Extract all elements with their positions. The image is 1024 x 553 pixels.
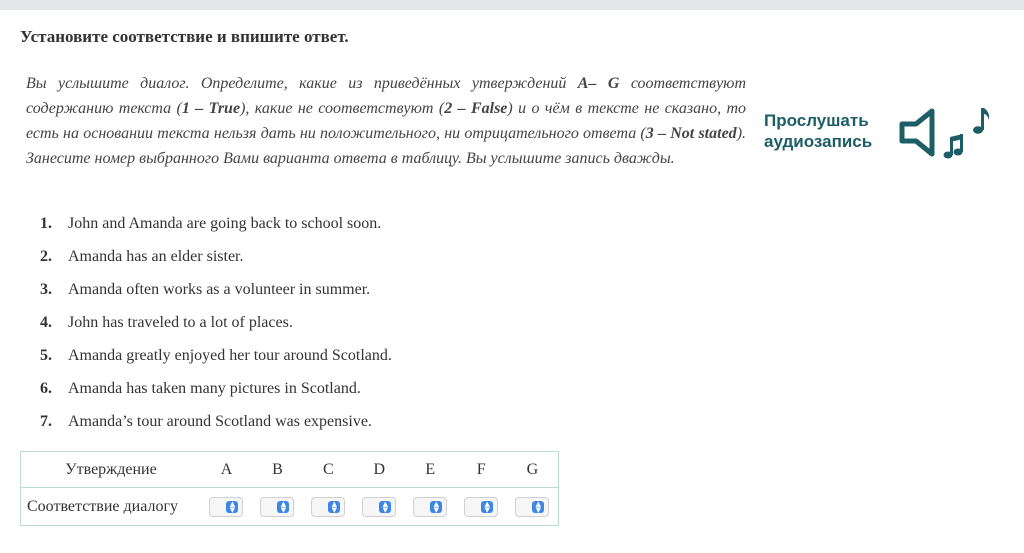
statement-number: 1. xyxy=(40,215,52,232)
column-header-e: E xyxy=(405,452,456,488)
instructions-option-3: 3 – Not stated xyxy=(645,125,737,142)
answer-select-b[interactable] xyxy=(260,497,294,517)
statement-number: 3. xyxy=(40,281,52,298)
answer-select-g[interactable] xyxy=(515,497,549,517)
statement-text: Amanda has an elder sister. xyxy=(68,248,244,265)
statement-text: Amanda greatly enjoyed her tour around Scotland. xyxy=(68,347,392,364)
instructions-text-2: соответствуют содержанию текста ( xyxy=(26,75,747,117)
statement-item xyxy=(40,273,392,306)
play-audio-button[interactable] xyxy=(762,106,1002,166)
select-chevron-icon: ▲ ▼ xyxy=(328,501,340,513)
select-chevron-icon: ▲ ▼ xyxy=(226,501,238,513)
column-header-b: B xyxy=(252,452,303,488)
instructions-text-4: ) и о чём в тексте не сказано, то есть на основании текста нельзя дать ни положительного, ни отрицательного ответа ( xyxy=(26,100,747,142)
answer-cell-a xyxy=(201,488,252,526)
column-header-c: C xyxy=(303,452,354,488)
instructions-text-3: ), какие не соответствуют ( xyxy=(240,100,445,117)
select-chevron-icon: ▲ ▼ xyxy=(379,501,391,513)
select-chevron-icon: ▲ ▼ xyxy=(277,501,289,513)
answer-table-select-row xyxy=(21,488,559,526)
select-chevron-icon: ▲ ▼ xyxy=(532,501,544,513)
answer-table-header-label: Утверждение xyxy=(21,452,202,488)
answer-select-f[interactable] xyxy=(464,497,498,517)
answer-select-c[interactable] xyxy=(311,497,345,517)
statement-item xyxy=(40,306,392,339)
statement-number: 6. xyxy=(40,380,52,397)
statement-text: John has traveled to a lot of places. xyxy=(68,314,293,331)
instructions-text-1: Вы услышите диалог. Определите, какие из приведённых утверждений xyxy=(26,75,578,92)
statement-text: Amanda has taken many pictures in Scotland. xyxy=(68,380,361,397)
column-header-d: D xyxy=(354,452,405,488)
top-bar xyxy=(0,0,1024,10)
select-chevron-icon: ▲ ▼ xyxy=(430,501,442,513)
answer-table xyxy=(20,451,559,526)
statement-item xyxy=(40,405,392,438)
answer-cell-b xyxy=(252,488,303,526)
statement-text: John and Amanda are going back to school soon. xyxy=(68,215,382,232)
answer-cell-e xyxy=(405,488,456,526)
task-instructions xyxy=(26,71,746,171)
statement-number: 4. xyxy=(40,314,52,331)
task-title: Установите соответствие и впишите ответ. xyxy=(20,27,349,46)
instructions-range: A– G xyxy=(577,75,620,92)
statement-text: Amanda’s tour around Scotland was expensive. xyxy=(68,413,372,430)
play-audio-label-line1: Прослушать xyxy=(764,111,869,130)
statement-item xyxy=(40,207,392,240)
statement-item xyxy=(40,372,392,405)
speaker-music-icon xyxy=(898,106,994,164)
instructions-option-2: 2 – False xyxy=(444,100,508,117)
answer-select-d[interactable] xyxy=(362,497,396,517)
answer-select-e[interactable] xyxy=(413,497,447,517)
answer-row-label: Соответствие диалогу xyxy=(21,488,202,526)
statement-text: Amanda often works as a volunteer in summer. xyxy=(68,281,371,298)
column-header-f: F xyxy=(456,452,507,488)
column-header-g: G xyxy=(507,452,559,488)
statements-list xyxy=(40,207,392,438)
answer-table-header-row xyxy=(21,452,559,488)
statement-number: 5. xyxy=(40,347,52,364)
answer-cell-g xyxy=(507,488,559,526)
statement-number: 2. xyxy=(40,248,52,265)
select-chevron-icon: ▲ ▼ xyxy=(481,501,493,513)
answer-select-a[interactable] xyxy=(209,497,243,517)
answer-cell-d xyxy=(354,488,405,526)
answer-cell-f xyxy=(456,488,507,526)
statement-number: 7. xyxy=(40,413,52,430)
statement-item xyxy=(40,339,392,372)
instructions-text-5: ). Занесите номер выбранного Вами варианта ответа в таблицу. Вы услышите запись дважды. xyxy=(26,125,747,167)
statement-item xyxy=(40,240,392,273)
play-audio-label-line2: аудиозапись xyxy=(764,132,873,151)
play-audio-label xyxy=(764,110,904,152)
answer-cell-c xyxy=(303,488,354,526)
instructions-option-1: 1 – True xyxy=(181,100,241,117)
column-header-a: A xyxy=(201,452,252,488)
